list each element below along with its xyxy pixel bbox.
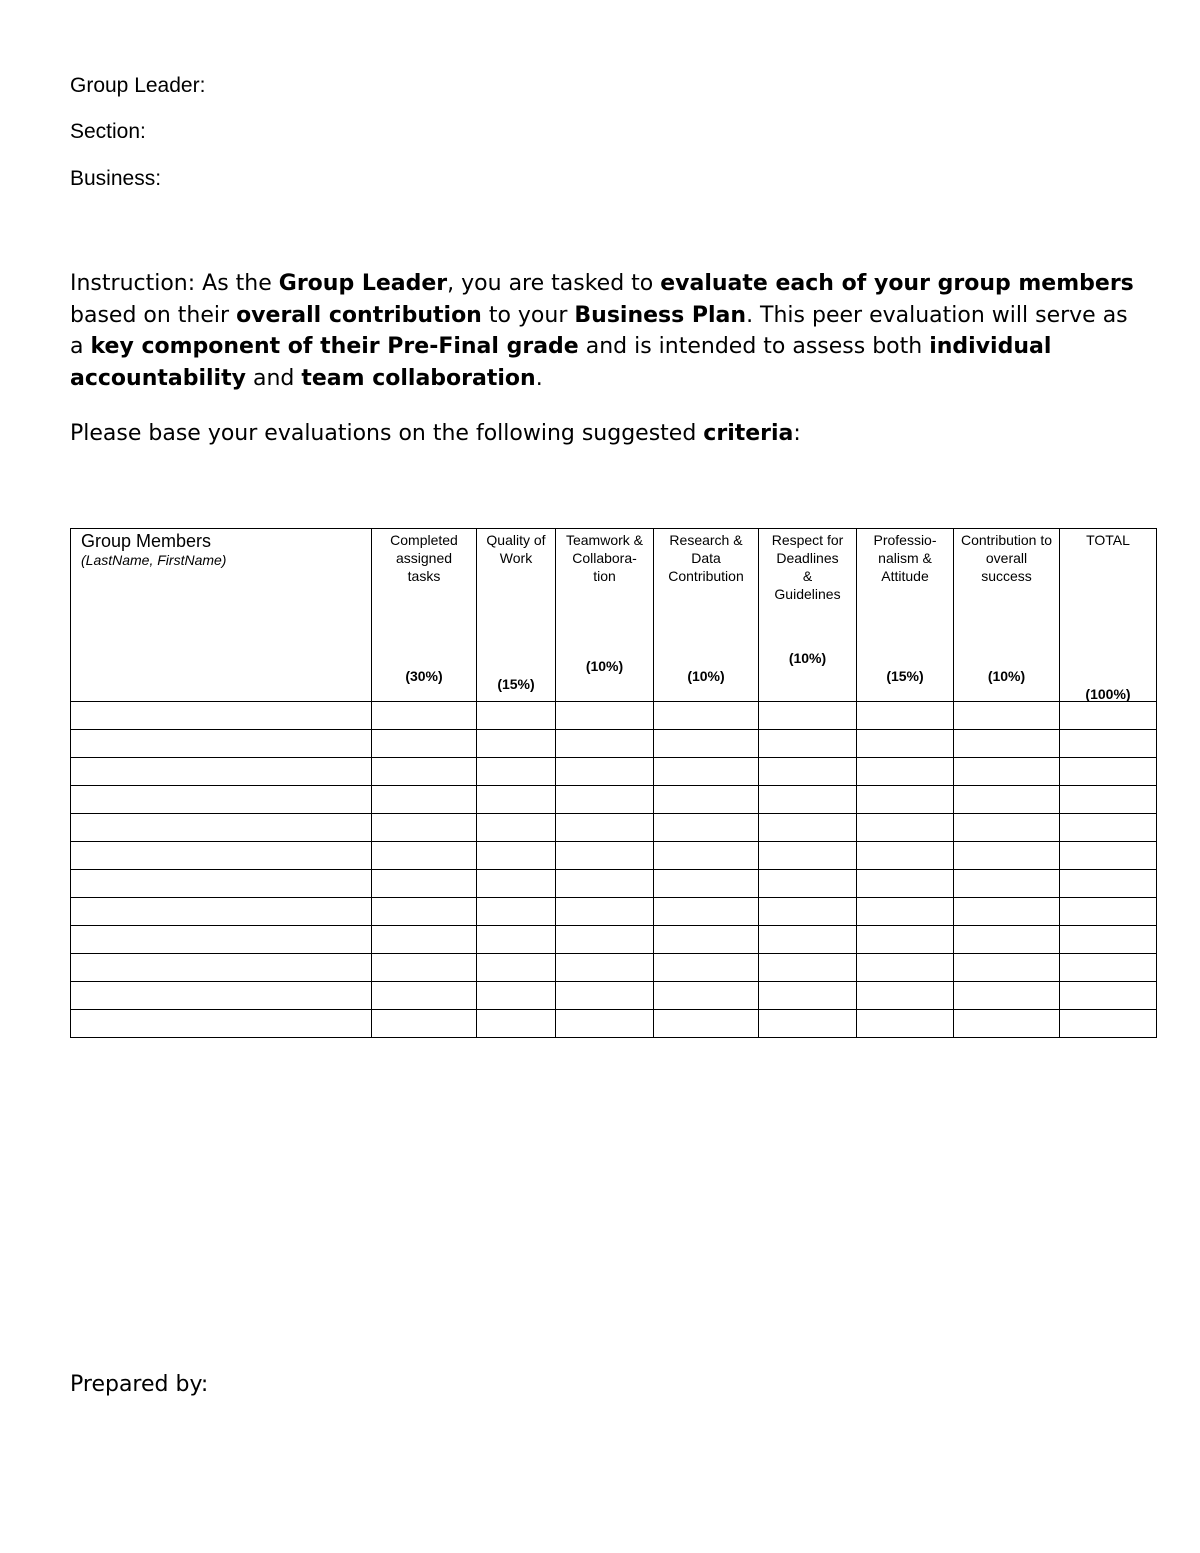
col-label: Respect for Deadlines & Guidelines <box>771 532 844 602</box>
contribution-cell[interactable] <box>954 786 1060 814</box>
col-contribution-header <box>954 529 1060 702</box>
professionalism-cell[interactable] <box>857 926 954 954</box>
col-professionalism-header <box>857 529 954 702</box>
completed-tasks-cell[interactable] <box>372 870 477 898</box>
col-teamwork-header <box>556 529 654 702</box>
quality-cell[interactable] <box>477 730 556 758</box>
col-total-header <box>1060 529 1157 702</box>
quality-cell[interactable] <box>477 870 556 898</box>
teamwork-cell[interactable] <box>556 786 654 814</box>
instruction-text: . This peer evaluation will serve as a <box>70 302 1128 359</box>
research-cell[interactable] <box>654 730 759 758</box>
professionalism-cell[interactable] <box>857 758 954 786</box>
table-row <box>71 842 1157 870</box>
col-label: Professio-nalism & Attitude <box>873 532 937 584</box>
instruction-text: Instruction <box>70 271 188 296</box>
instruction-bold-text: individual accountability <box>70 334 1052 391</box>
col-weight: (10%) <box>987 668 1026 684</box>
total-cell[interactable] <box>1060 870 1157 898</box>
teamwork-cell[interactable] <box>556 982 654 1010</box>
quality-cell[interactable] <box>477 898 556 926</box>
teamwork-cell[interactable] <box>556 730 654 758</box>
col-label: Teamwork & Collabora-tion <box>565 532 644 584</box>
instruction-bold-text: key component of their Pre-Final grade <box>90 334 579 359</box>
member-name-cell[interactable] <box>71 730 372 758</box>
professionalism-cell[interactable] <box>857 954 954 982</box>
deadlines-cell[interactable] <box>759 730 857 758</box>
criteria-suffix: : <box>793 421 801 446</box>
group-members-header <box>71 529 372 702</box>
contribution-cell[interactable] <box>954 954 1060 982</box>
teamwork-cell[interactable] <box>556 926 654 954</box>
completed-tasks-cell[interactable] <box>372 898 477 926</box>
research-cell[interactable] <box>654 758 759 786</box>
completed-tasks-cell[interactable] <box>372 814 477 842</box>
col-weight: (100%) <box>1085 686 1131 702</box>
col-label: Quality of Work <box>486 532 546 566</box>
teamwork-cell[interactable] <box>556 898 654 926</box>
teamwork-cell[interactable] <box>556 870 654 898</box>
deadlines-cell[interactable] <box>759 814 857 842</box>
instruction-text: and is intended to assess both <box>578 334 930 359</box>
research-cell[interactable] <box>654 814 759 842</box>
col-weight: (10%) <box>585 658 624 674</box>
deadlines-cell[interactable] <box>759 898 857 926</box>
total-cell[interactable] <box>1060 926 1157 954</box>
completed-tasks-cell[interactable] <box>372 982 477 1010</box>
col-weight: (10%) <box>788 650 827 666</box>
criteria-bold-word: criteria <box>703 421 794 446</box>
instruction-paragraph <box>70 268 1140 394</box>
research-cell[interactable] <box>654 842 759 870</box>
instruction-text: : As the <box>187 271 279 296</box>
contribution-cell[interactable] <box>954 842 1060 870</box>
quality-cell[interactable] <box>477 758 556 786</box>
professionalism-cell[interactable] <box>857 842 954 870</box>
professionalism-cell[interactable] <box>857 786 954 814</box>
member-name-cell[interactable] <box>71 1010 372 1038</box>
quality-cell[interactable] <box>477 926 556 954</box>
total-cell[interactable] <box>1060 982 1157 1010</box>
member-name-cell[interactable] <box>71 926 372 954</box>
completed-tasks-cell[interactable] <box>372 954 477 982</box>
quality-cell[interactable] <box>477 842 556 870</box>
research-cell[interactable] <box>654 870 759 898</box>
total-cell[interactable] <box>1060 786 1157 814</box>
completed-tasks-cell[interactable] <box>372 702 477 730</box>
teamwork-cell[interactable] <box>556 702 654 730</box>
contribution-cell[interactable] <box>954 926 1060 954</box>
total-cell[interactable] <box>1060 758 1157 786</box>
contribution-cell[interactable] <box>954 1010 1060 1038</box>
professionalism-cell[interactable] <box>857 982 954 1010</box>
peer-evaluation-table <box>70 528 1157 1038</box>
deadlines-cell[interactable] <box>759 786 857 814</box>
member-name-cell[interactable] <box>71 898 372 926</box>
completed-tasks-cell[interactable] <box>372 758 477 786</box>
contribution-cell[interactable] <box>954 870 1060 898</box>
instruction-bold-text: Group Leader <box>278 271 448 296</box>
member-name-cell[interactable] <box>71 870 372 898</box>
quality-cell[interactable] <box>477 954 556 982</box>
instruction-text: . <box>535 365 543 391</box>
group-members-subtitle: (LastName, FirstName) <box>81 552 227 568</box>
teamwork-cell[interactable] <box>556 1010 654 1038</box>
col-weight: (15%) <box>886 668 924 684</box>
deadlines-cell[interactable] <box>759 1010 857 1038</box>
professionalism-cell[interactable] <box>857 870 954 898</box>
total-cell[interactable] <box>1060 954 1157 982</box>
member-name-cell[interactable] <box>71 758 372 786</box>
group-members-title: Group Members <box>81 531 212 551</box>
table-row <box>71 758 1157 786</box>
col-weight: (10%) <box>687 668 725 684</box>
instruction-bold-text: evaluate each of your group members <box>660 271 1134 296</box>
completed-tasks-cell[interactable] <box>372 786 477 814</box>
table-row <box>71 898 1157 926</box>
member-name-cell[interactable] <box>71 786 372 814</box>
deadlines-cell[interactable] <box>759 758 857 786</box>
table-header-row <box>71 529 1157 702</box>
col-weight: (15%) <box>497 676 535 692</box>
teamwork-cell[interactable] <box>556 814 654 842</box>
col-label: Contribution to overall success <box>960 532 1053 584</box>
research-cell[interactable] <box>654 898 759 926</box>
col-quality-header <box>477 529 556 702</box>
deadlines-cell[interactable] <box>759 842 857 870</box>
table-row <box>71 786 1157 814</box>
table-row <box>71 926 1157 954</box>
table-row <box>71 1010 1157 1038</box>
col-completed-tasks-header <box>372 529 477 702</box>
col-deadlines-header <box>759 529 857 702</box>
deadlines-cell[interactable] <box>759 926 857 954</box>
instruction-text: , you are tasked to <box>447 271 661 296</box>
table-row <box>71 870 1157 898</box>
total-cell[interactable] <box>1060 730 1157 758</box>
group-leader-label: Group Leader: <box>70 74 206 97</box>
instruction-bold-text: Business Plan <box>574 302 747 328</box>
research-cell[interactable] <box>654 926 759 954</box>
table-row <box>71 954 1157 982</box>
research-cell[interactable] <box>654 1010 759 1038</box>
total-cell[interactable] <box>1060 1010 1157 1038</box>
member-name-cell[interactable] <box>71 702 372 730</box>
instruction-text: and <box>245 365 302 391</box>
research-cell[interactable] <box>654 954 759 982</box>
deadlines-cell[interactable] <box>759 702 857 730</box>
teamwork-cell[interactable] <box>556 758 654 786</box>
teamwork-cell[interactable] <box>556 842 654 870</box>
business-label: Business: <box>70 167 162 190</box>
member-name-cell[interactable] <box>71 954 372 982</box>
total-cell[interactable] <box>1060 814 1157 842</box>
professionalism-cell[interactable] <box>857 730 954 758</box>
contribution-cell[interactable] <box>954 730 1060 758</box>
completed-tasks-cell[interactable] <box>372 730 477 758</box>
contribution-cell[interactable] <box>954 702 1060 730</box>
contribution-cell[interactable] <box>954 814 1060 842</box>
col-label: Research & Data Contribution <box>668 532 744 584</box>
col-label: Completed assigned tasks <box>390 532 458 584</box>
deadlines-cell[interactable] <box>759 870 857 898</box>
contribution-cell[interactable] <box>954 898 1060 926</box>
quality-cell[interactable] <box>477 982 556 1010</box>
col-research-header <box>654 529 759 702</box>
instruction-bold-text: overall contribution <box>236 302 482 328</box>
professionalism-cell[interactable] <box>857 814 954 842</box>
quality-cell[interactable] <box>477 702 556 730</box>
member-name-cell[interactable] <box>71 814 372 842</box>
table-row <box>71 730 1157 758</box>
contribution-cell[interactable] <box>954 982 1060 1010</box>
prepared-by-label: Prepared by: <box>70 1372 209 1397</box>
criteria-prefix: Please base your evaluations on the following suggested <box>70 421 704 446</box>
research-cell[interactable] <box>654 982 759 1010</box>
table-row <box>71 702 1157 730</box>
professionalism-cell[interactable] <box>857 1010 954 1038</box>
professionalism-cell[interactable] <box>857 898 954 926</box>
quality-cell[interactable] <box>477 1010 556 1038</box>
table-row <box>71 814 1157 842</box>
contribution-cell[interactable] <box>954 758 1060 786</box>
member-name-cell[interactable] <box>71 982 372 1010</box>
instruction-bold-text: team collaboration <box>301 365 536 391</box>
member-name-cell[interactable] <box>71 842 372 870</box>
completed-tasks-cell[interactable] <box>372 1010 477 1038</box>
col-label: TOTAL <box>1086 532 1130 548</box>
research-cell[interactable] <box>654 702 759 730</box>
total-cell[interactable] <box>1060 702 1157 730</box>
section-label: Section: <box>70 120 146 143</box>
deadlines-cell[interactable] <box>759 954 857 982</box>
completed-tasks-cell[interactable] <box>372 842 477 870</box>
instruction-text: to your <box>481 302 575 328</box>
teamwork-cell[interactable] <box>556 954 654 982</box>
total-cell[interactable] <box>1060 898 1157 926</box>
table-row <box>71 982 1157 1010</box>
total-cell[interactable] <box>1060 842 1157 870</box>
instruction-text: based on their <box>70 302 237 328</box>
quality-cell[interactable] <box>477 786 556 814</box>
completed-tasks-cell[interactable] <box>372 926 477 954</box>
quality-cell[interactable] <box>477 814 556 842</box>
research-cell[interactable] <box>654 786 759 814</box>
professionalism-cell[interactable] <box>857 702 954 730</box>
deadlines-cell[interactable] <box>759 982 857 1010</box>
col-weight: (30%) <box>405 668 443 684</box>
criteria-line <box>70 421 801 446</box>
